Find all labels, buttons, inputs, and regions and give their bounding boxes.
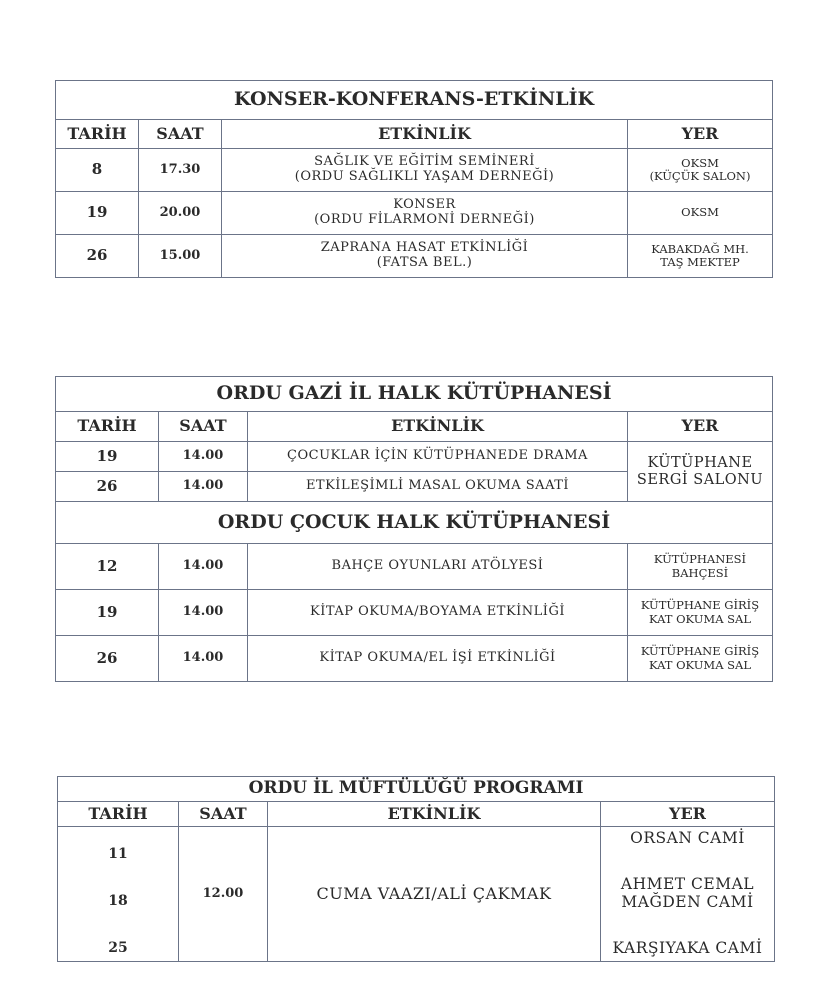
header-yer: YER [628, 120, 773, 149]
time-cell: 15.00 [139, 235, 222, 278]
activity-line: ZAPRANA HASAT ETKİNLİĞİ [320, 240, 529, 256]
place-line: ORSAN CAMİ [630, 829, 745, 847]
time-cell: 14.00 [159, 544, 248, 590]
place-cell [628, 192, 773, 235]
time-cell: 12.00 [179, 827, 268, 962]
place-group [603, 876, 772, 912]
section-subtitle: ORDU ÇOCUK HALK KÜTÜPHANESİ [56, 502, 773, 544]
header-tarih: TARİH [56, 120, 139, 149]
time-cell: 14.00 [159, 442, 248, 472]
header-saat: SAAT [159, 412, 248, 442]
place-cell [628, 442, 773, 502]
date-value: 18 [108, 892, 128, 909]
time-cell: 14.00 [159, 472, 248, 502]
table-title: ORDU GAZİ İL HALK KÜTÜPHANESİ [56, 377, 773, 412]
table-title: ORDU İL MÜFTÜLÜĞÜ PROGRAMI [58, 777, 775, 802]
date-value: 11 [108, 846, 128, 862]
place-line: TAŞ MEKTEP [660, 255, 740, 269]
activity-cell: ETKİLEŞİMLİ MASAL OKUMA SAATİ [248, 472, 628, 502]
date-cell: 19 [56, 590, 159, 636]
place-line: KARŞIYAKA CAMİ [612, 939, 763, 958]
date-cell: 26 [56, 636, 159, 682]
place-line: KÜTÜPHANE [647, 454, 753, 471]
time-cell: 17.30 [139, 149, 222, 192]
date-cell: 26 [56, 235, 139, 278]
header-saat: SAAT [179, 802, 268, 827]
activity-cell: BAHÇE OYUNLARI ATÖLYESİ [248, 544, 628, 590]
place-line: KÜTÜPHANE GİRİŞ [640, 644, 760, 659]
activity-cell: ÇOCUKLAR İÇİN KÜTÜPHANEDE DRAMA [248, 442, 628, 472]
table-row [56, 442, 773, 472]
place-line: KABAKDAĞ MH. [651, 241, 749, 256]
place-line: MAĞDEN CAMİ [621, 893, 754, 911]
activity-cell: KİTAP OKUMA/BOYAMA ETKİNLİĞİ [248, 590, 628, 636]
activity-line: SAĞLIK VE EĞİTİM SEMİNERİ [314, 154, 535, 170]
konser-konferans-table [55, 80, 773, 278]
place-cell [628, 235, 773, 278]
place-cell [628, 590, 773, 636]
table-title: KONSER-KONFERANS-ETKİNLİK [56, 81, 773, 120]
table-row [56, 544, 773, 590]
place-line: BAHÇESİ [671, 565, 729, 580]
activity-cell [222, 192, 628, 235]
place-line: (KÜÇÜK SALON) [649, 169, 751, 183]
header-tarih: TARİH [56, 412, 159, 442]
header-tarih: TARİH [58, 802, 179, 827]
date-cell: 19 [56, 442, 159, 472]
place-cell [601, 827, 775, 962]
place-line: KÜTÜPHANE GİRİŞ [640, 598, 760, 613]
place-line: KAT OKUMA SAL [649, 657, 751, 672]
table-row [56, 235, 773, 278]
kutuphane-table [55, 376, 773, 682]
date-cell: 12 [56, 544, 159, 590]
place-cell [628, 636, 773, 682]
place-cell [628, 149, 773, 192]
header-saat: SAAT [139, 120, 222, 149]
table-row [56, 590, 773, 636]
activity-cell: KİTAP OKUMA/EL İŞİ ETKİNLİĞİ [248, 636, 628, 682]
activity-cell [222, 235, 628, 278]
place-line: KÜTÜPHANESİ [653, 552, 747, 567]
activity-line: KONSER [393, 197, 456, 213]
header-etkinlik: ETKİNLİK [222, 120, 628, 149]
place-line: OKSM [681, 155, 719, 170]
date-value: 25 [108, 939, 128, 956]
time-cell: 14.00 [159, 636, 248, 682]
date-cell: 19 [56, 192, 139, 235]
date-cell: 8 [56, 149, 139, 192]
header-yer: YER [628, 412, 773, 442]
date-cell: 26 [56, 472, 159, 502]
muftuluk-table [57, 776, 775, 962]
activity-cell [222, 149, 628, 192]
table-row [56, 636, 773, 682]
date-cell [58, 827, 179, 962]
activity-line: (ORDU FİLARMONİ DERNEĞİ) [314, 212, 535, 227]
table-row [58, 827, 775, 962]
table-row [56, 192, 773, 235]
activity-line: (FATSA BEL.) [376, 255, 473, 270]
time-cell: 14.00 [159, 590, 248, 636]
activity-cell: CUMA VAAZI/ALİ ÇAKMAK [268, 827, 601, 962]
place-cell [628, 544, 773, 590]
table-row [56, 149, 773, 192]
header-etkinlik: ETKİNLİK [248, 412, 628, 442]
place-line: OKSM [681, 205, 719, 220]
place-line: SERGİ SALONU [636, 471, 764, 488]
header-etkinlik: ETKİNLİK [268, 802, 601, 827]
place-line: KAT OKUMA SAL [649, 611, 751, 626]
header-yer: YER [601, 802, 775, 827]
place-line: AHMET CEMAL [620, 875, 755, 894]
time-cell: 20.00 [139, 192, 222, 235]
activity-line: (ORDU SAĞLIKLI YAŞAM DERNEĞİ) [294, 169, 555, 184]
